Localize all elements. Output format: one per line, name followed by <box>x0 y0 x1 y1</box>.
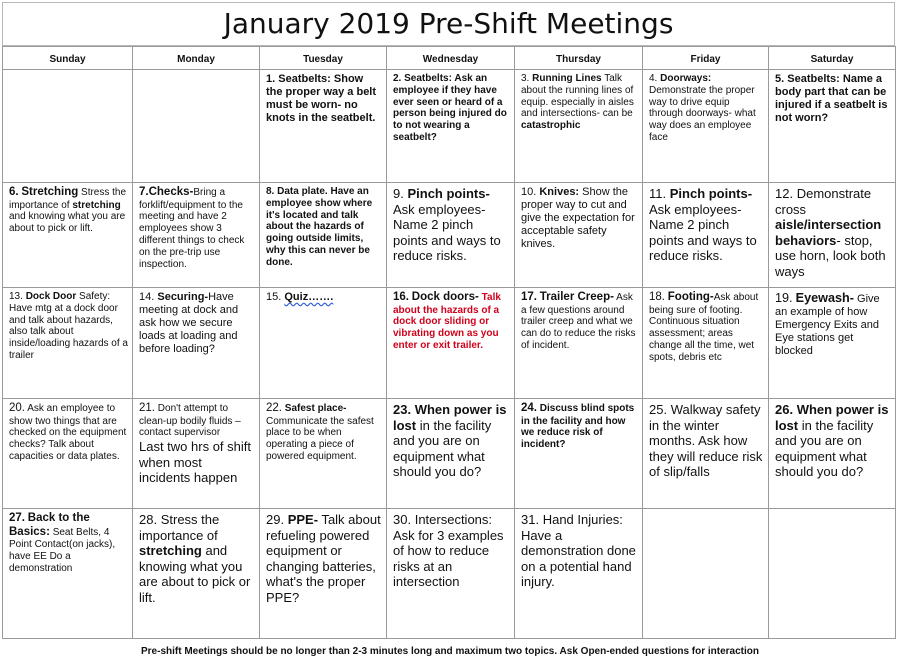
topic-text: Ask about being sure of footing. Continuous situation assessment; areas change all the time, wet spots, debris etc <box>649 292 759 363</box>
day-cell-28 <box>133 509 260 639</box>
topic-emphasis: stretching <box>72 199 121 211</box>
day-cell-25 <box>643 399 769 509</box>
topic-text: and knowing what you are about to pick or lift. <box>139 543 251 605</box>
day-cell-22 <box>260 399 387 509</box>
day-cell-empty <box>643 509 769 639</box>
topic-label: Seatbelts: <box>787 73 840 85</box>
topic-label: Quiz……. <box>284 291 334 303</box>
day-cell-20 <box>3 399 133 509</box>
day-number: 15. <box>266 291 282 303</box>
weekday-tuesday: Tuesday <box>260 47 387 70</box>
day-cell-31 <box>515 509 643 639</box>
day-cell-2 <box>387 70 515 183</box>
topic-label: Stretching <box>21 186 79 198</box>
day-number: 5. <box>775 73 785 85</box>
day-cell-11 <box>643 183 769 288</box>
topic-text: in the facility and you are on equipment what should you do? <box>775 417 874 480</box>
topic-text: Ask employees- Name 2 pinch points and ways to reduce risks. <box>393 201 501 264</box>
day-cell-12 <box>769 183 896 288</box>
weekday-thursday: Thursday <box>515 47 643 70</box>
weekday-sunday: Sunday <box>3 47 133 70</box>
weekday-wednesday: Wednesday <box>387 47 515 70</box>
week-row-5 <box>3 509 896 639</box>
topic-label: Discuss blind spots in the facility and how we reduce risk of incident? <box>521 403 635 451</box>
day-number: 26. <box>775 402 794 417</box>
calendar-grid <box>2 46 896 639</box>
footer-note: Pre-shift Meetings should be no longer than 2-3 minutes long and maximum two topics. Ask Open-ended questions for interaction <box>140 646 760 657</box>
week-row-4 <box>3 399 896 509</box>
day-number: 31. <box>521 512 540 527</box>
day-number: 8. <box>266 186 275 197</box>
day-number: 3. <box>521 73 530 84</box>
day-cell-16 <box>387 288 515 399</box>
day-number: 10. <box>521 186 537 198</box>
day-cell-10 <box>515 183 643 288</box>
day-number: 29. <box>266 512 285 527</box>
day-number: 18. <box>649 291 665 303</box>
topic-text: Don't attempt to clean-up bodily fluids –contact supervisor <box>139 403 241 439</box>
day-number: 11. <box>649 186 667 201</box>
day-cell-26 <box>769 399 896 509</box>
day-cell-6 <box>3 183 133 288</box>
topic-text: Talk about refueling powered equipment or changing batteries, what's the proper PPE? <box>266 512 381 605</box>
topic-text: Show the proper way a belt must be worn- no knots in the seatbelt. <box>266 73 377 124</box>
weekday-friday: Friday <box>643 47 769 70</box>
topic-text: Demonstrate the proper way to drive equip through doorways- what way does an employee face <box>649 84 756 143</box>
topic-text: Walkway safety in the winter months. Ask how they will reduce risk of slip/falls <box>649 402 763 480</box>
topic-text: Show the proper way to cut and give the expectation for acceptable safety knives. <box>521 186 635 250</box>
day-number: 23. <box>393 402 412 417</box>
weekday-monday: Monday <box>133 47 260 70</box>
day-number: 9. <box>393 186 404 201</box>
day-cell-24 <box>515 399 643 509</box>
topic-label: Data plate. <box>277 186 328 197</box>
day-cell-9 <box>387 183 515 288</box>
topic-text: Communicate the safest place to be when operating a piece of powered equipment. <box>266 415 374 462</box>
day-number: 20. <box>9 402 25 414</box>
topic-text: - stop, use horn, look both ways <box>775 232 886 279</box>
day-number: 14. <box>139 291 155 303</box>
topic-label: Footing- <box>667 291 714 303</box>
topic-label: Checks- <box>148 186 194 198</box>
topic-text: Talk about the hazards of a dock door sliding or vibrating down as you enter or exit trailer. <box>393 292 501 351</box>
topic-label: Seatbelts: <box>404 73 452 84</box>
day-cell-17 <box>515 288 643 399</box>
topic-text: Ask employees- Name 2 pinch points and ways to reduce risks. <box>649 201 757 264</box>
topic-text: Ask an employee if they have ever seen or heard of a person being injured do to not wearing a seatbelt? <box>393 73 507 143</box>
day-number: 1. <box>266 73 276 85</box>
day-number: 2. <box>393 73 402 84</box>
day-number: 28. <box>139 512 158 527</box>
day-number: 7. <box>139 186 149 198</box>
day-cell-13 <box>3 288 133 399</box>
topic-text: Seat Belts, 4 Point Contact(on jacks), have EE Do a demonstration <box>9 526 116 574</box>
day-cell-15 <box>260 288 387 399</box>
topic-text: Have an employee show where it's located and talk about the hazards of going outside limits, why this can never be done. <box>266 186 373 268</box>
topic-label: Doorways: <box>660 73 712 84</box>
day-cell-1 <box>260 70 387 183</box>
day-cell-29 <box>260 509 387 639</box>
day-cell-19 <box>769 288 896 399</box>
day-cell-18 <box>643 288 769 399</box>
day-number: 12. <box>775 186 794 201</box>
topic-text: Stress the importance of <box>139 512 220 543</box>
topic-text: Hand Injuries: Have a demonstration done on a potential hand injury. <box>521 512 636 590</box>
day-cell-14 <box>133 288 260 399</box>
day-number: 17. <box>521 291 537 303</box>
topic-text: in the facility and you are on equipment what should you do? <box>393 417 492 480</box>
day-cell-27 <box>3 509 133 639</box>
day-number: 6. <box>9 186 19 198</box>
day-number: 16. <box>393 291 409 303</box>
topic-label: Dock doors- <box>411 291 479 303</box>
week-row-2 <box>3 183 896 288</box>
day-cell-5 <box>769 70 896 183</box>
day-cell-empty <box>769 509 896 639</box>
topic-label: Back to the Basics: <box>9 512 90 538</box>
day-cell-8 <box>260 183 387 288</box>
day-number: 22. <box>266 402 282 414</box>
day-number: 19. <box>775 291 793 305</box>
topic-text: Give an example of how Emergency Exits and Eye stations get blocked <box>775 293 880 357</box>
topic-label: PPE- <box>287 512 319 527</box>
topic-text: Stress the importance of <box>9 187 127 211</box>
topic-text: Talk about the running lines of equip. especially in aisles and intersections- can be <box>521 73 634 120</box>
topic-text: Ask a few questions around trailer creep and what we can do to reduce the risks of incident. <box>521 292 636 351</box>
topic-text: Intersections: Ask for 3 examples of how to reduce risks at an intersection <box>393 512 504 590</box>
topic-label: Seatbelts: <box>278 73 331 85</box>
day-number: 4. <box>649 73 658 84</box>
day-cell-21 <box>133 399 260 509</box>
topic-label: Eyewash- <box>795 291 854 305</box>
topic-label: Trailer Creep- <box>539 291 614 303</box>
topic-text: Safety: Have mtg at a dock door and talk about hazards, also talk about inside/loading hazards of a trailer <box>9 291 128 361</box>
topic-label: aisle/intersection behaviors <box>775 217 882 248</box>
day-number: 27. <box>9 512 25 524</box>
topic-emphasis: stretching <box>139 543 202 559</box>
calendar-title: January 2019 Pre-Shift Meetings <box>2 2 895 46</box>
topic-label: Safest place- <box>284 403 347 414</box>
topic-text: Have meeting at dock and ask how we secure loads at loading and before loading? <box>139 291 239 355</box>
day-cell-4 <box>643 70 769 183</box>
topic-label: When power is lost <box>393 402 507 433</box>
day-number: 13. <box>9 291 23 302</box>
week-row-1 <box>3 70 896 183</box>
topic-text: and knowing what you are about to pick or lift. <box>9 211 126 235</box>
topic-text: Name a body part that can be injured if a seatbelt is not worn? <box>775 73 888 124</box>
topic-label: Dock Door <box>25 291 77 302</box>
topic-label: Running Lines <box>532 73 602 84</box>
day-cell-empty <box>133 70 260 183</box>
weekday-saturday: Saturday <box>769 47 896 70</box>
day-number: 25. <box>649 402 668 417</box>
topic-label: Pinch points- <box>669 186 753 201</box>
topic-label: Pinch points- <box>407 186 490 201</box>
topic-label: When power is lost <box>775 402 889 433</box>
day-number: 30. <box>393 512 412 527</box>
topic-emphasis: catastrophic <box>521 120 581 132</box>
topic-text: Bring a forklift/equipment to the meeting and have 2 employees show 3 different things to check on the pre-trip use inspection. <box>139 187 245 270</box>
topic-text: Ask an employee to show two things that are checked on the equipment checks? Talk about capacities or data plates. <box>9 403 127 462</box>
day-cell-23 <box>387 399 515 509</box>
day-cell-3 <box>515 70 643 183</box>
weekday-header-row <box>3 47 896 70</box>
topic-text-secondary: Last two hrs of shift when most incidents happen <box>139 439 251 486</box>
topic-label: Securing- <box>157 291 209 303</box>
week-row-3 <box>3 288 896 399</box>
day-number: 24. <box>521 402 537 414</box>
day-cell-7 <box>133 183 260 288</box>
topic-label: Knives: <box>539 186 580 198</box>
day-number: 21. <box>139 402 155 414</box>
topic-text: Demonstrate cross <box>775 186 872 217</box>
day-cell-30 <box>387 509 515 639</box>
day-cell-empty <box>3 70 133 183</box>
